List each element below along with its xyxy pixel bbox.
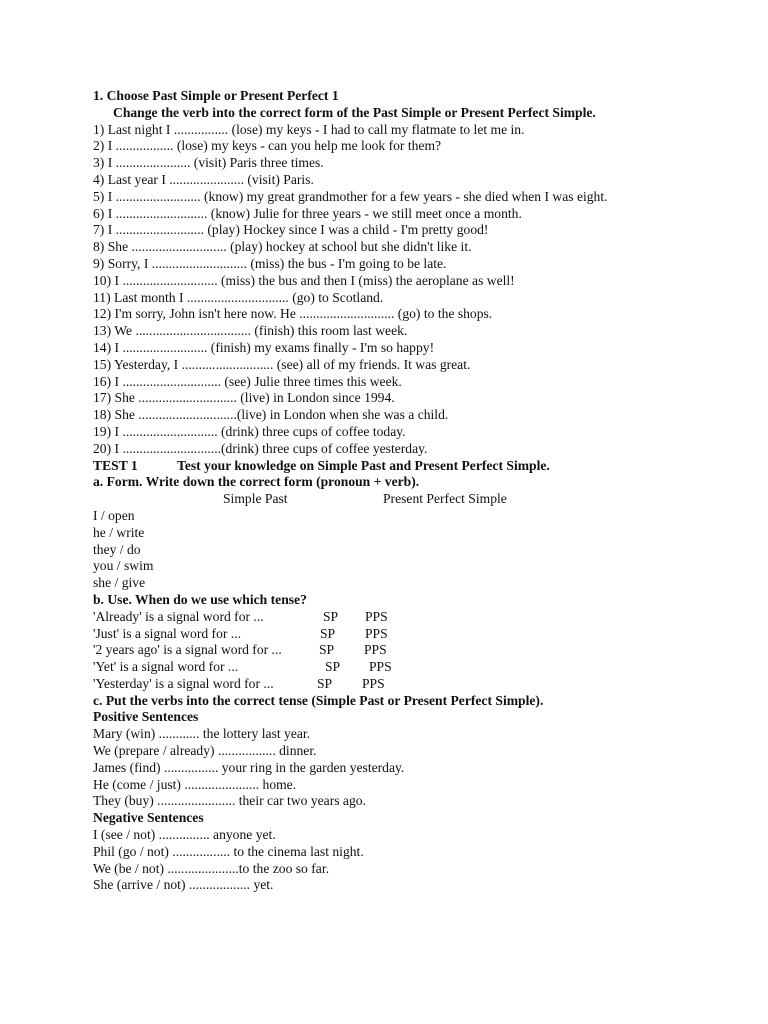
negative-sentence: Phil (go / not) ................. to the cinema last night. bbox=[93, 843, 364, 859]
column-simple-past: Simple Past bbox=[223, 491, 288, 507]
exercise-item: 8) She ............................ (play) hockey at school but she didn't like it. bbox=[93, 239, 472, 255]
form-row: she / give bbox=[93, 575, 146, 591]
signal-word-row bbox=[93, 676, 668, 693]
test-label: TEST 1 bbox=[93, 457, 138, 473]
option-pps: PPS bbox=[369, 659, 392, 675]
exercise-item: 13) We .................................. (finish) this room last week. bbox=[93, 323, 408, 339]
negative-sentence: We (be / not) .....................to the zoo so far. bbox=[93, 860, 329, 876]
exercise-item: 5) I ......................... (know) my great grandmother for a few years - she died when I was eight. bbox=[93, 188, 608, 204]
worksheet-page bbox=[93, 88, 668, 894]
exercise-item: 1) Last night I ................ (lose) my keys - I had to call my flatmate to let me in. bbox=[93, 121, 525, 137]
signal-word-row bbox=[93, 609, 668, 626]
signal-word-row bbox=[93, 626, 668, 643]
positive-heading: Positive Sentences bbox=[93, 709, 199, 725]
exercise-item: 20) I .............................(drink) three cups of coffee yesterday. bbox=[93, 440, 428, 456]
exercise-item: 11) Last month I .............................. (go) to Scotland. bbox=[93, 289, 384, 305]
exercise-item: 12) I'm sorry, John isn't here now. He ............................ (go) to the shops. bbox=[93, 306, 493, 322]
signal-word-text: '2 years ago' is a signal word for ... bbox=[93, 642, 282, 658]
option-sp: SP bbox=[323, 608, 339, 624]
negative-sentences bbox=[93, 827, 668, 894]
option-sp: SP bbox=[320, 625, 336, 641]
positive-sentences bbox=[93, 726, 668, 810]
option-sp: SP bbox=[325, 659, 341, 675]
column-present-perfect: Present Perfect Simple bbox=[383, 491, 507, 507]
negative-sentence: I (see / not) ............... anyone yet. bbox=[93, 827, 276, 843]
exercise-item: 6) I ........................... (know) Julie for three years - we still meet once a month. bbox=[93, 205, 522, 221]
option-pps: PPS bbox=[364, 642, 387, 658]
part-b-heading: b. Use. When do we use which tense? bbox=[93, 591, 307, 607]
exercise-item: 17) She ............................. (live) in London since 1994. bbox=[93, 390, 395, 406]
exercise-item: 15) Yesterday, I ........................... (see) all of my friends. It was great. bbox=[93, 356, 471, 372]
part-a-rows bbox=[93, 508, 668, 592]
exercise-item: 9) Sorry, I ............................ (miss) the bus - I'm going to be late. bbox=[93, 255, 447, 271]
signal-word-text: 'Already' is a signal word for ... bbox=[93, 608, 264, 624]
positive-sentence: James (find) ................ your ring in the garden yesterday. bbox=[93, 759, 405, 775]
exercise-item: 18) She .............................(live) in London when she was a child. bbox=[93, 407, 449, 423]
positive-sentence: We (prepare / already) ................. dinner. bbox=[93, 743, 317, 759]
exercise-item: 16) I ............................. (see) Julie three times this week. bbox=[93, 373, 402, 389]
part-a-heading: a. Form. Write down the correct form (pronoun + verb). bbox=[93, 474, 420, 490]
exercise-1-list bbox=[93, 122, 668, 458]
exercise-item: 10) I ............................ (miss) the bus and then I (miss) the aeroplane as well! bbox=[93, 272, 515, 288]
option-sp: SP bbox=[319, 642, 335, 658]
part-c-heading: c. Put the verbs into the correct tense (Simple Past or Present Perfect Simple). bbox=[93, 692, 544, 708]
signal-word-text: 'Just' is a signal word for ... bbox=[93, 625, 241, 641]
option-pps: PPS bbox=[362, 675, 385, 691]
exercise-item: 14) I ......................... (finish) my exams finally - I'm so happy! bbox=[93, 339, 435, 355]
exercise-item: 3) I ...................... (visit) Paris three times. bbox=[93, 155, 324, 171]
signal-word-text: 'Yesterday' is a signal word for ... bbox=[93, 675, 274, 691]
part-b-rows bbox=[93, 609, 668, 693]
negative-sentence: She (arrive / not) .................. yet. bbox=[93, 877, 274, 893]
form-row: he / write bbox=[93, 524, 145, 540]
option-pps: PPS bbox=[365, 625, 388, 641]
signal-word-text: 'Yet' is a signal word for ... bbox=[93, 659, 239, 675]
exercise-item: 19) I ............................ (drink) three cups of coffee today. bbox=[93, 423, 406, 439]
exercise-item: 7) I .......................... (play) Hockey since I was a child - I'm pretty good! bbox=[93, 222, 489, 238]
exercise-item: 2) I ................. (lose) my keys - can you help me look for them? bbox=[93, 138, 442, 154]
test-heading: Test your knowledge on Simple Past and Present Perfect Simple. bbox=[177, 457, 550, 473]
form-row: I / open bbox=[93, 507, 135, 523]
option-pps: PPS bbox=[365, 608, 388, 624]
exercise-item: 4) Last year I ...................... (visit) Paris. bbox=[93, 171, 314, 187]
form-row: you / swim bbox=[93, 558, 154, 574]
negative-heading: Negative Sentences bbox=[93, 810, 204, 826]
signal-word-row bbox=[93, 659, 668, 676]
option-sp: SP bbox=[317, 675, 333, 691]
form-row: they / do bbox=[93, 541, 141, 557]
positive-sentence: They (buy) ....................... their car two years ago. bbox=[93, 793, 366, 809]
part-a-column-headers bbox=[93, 491, 668, 508]
exercise-title: 1. Choose Past Simple or Present Perfect 1 bbox=[93, 88, 339, 103]
test-heading-row bbox=[93, 458, 668, 475]
exercise-instruction: Change the verb into the correct form of the Past Simple or Present Perfect Simple. bbox=[113, 104, 596, 120]
signal-word-row bbox=[93, 642, 668, 659]
positive-sentence: He (come / just) ...................... home. bbox=[93, 776, 297, 792]
positive-sentence: Mary (win) ............ the lottery last year. bbox=[93, 726, 311, 742]
